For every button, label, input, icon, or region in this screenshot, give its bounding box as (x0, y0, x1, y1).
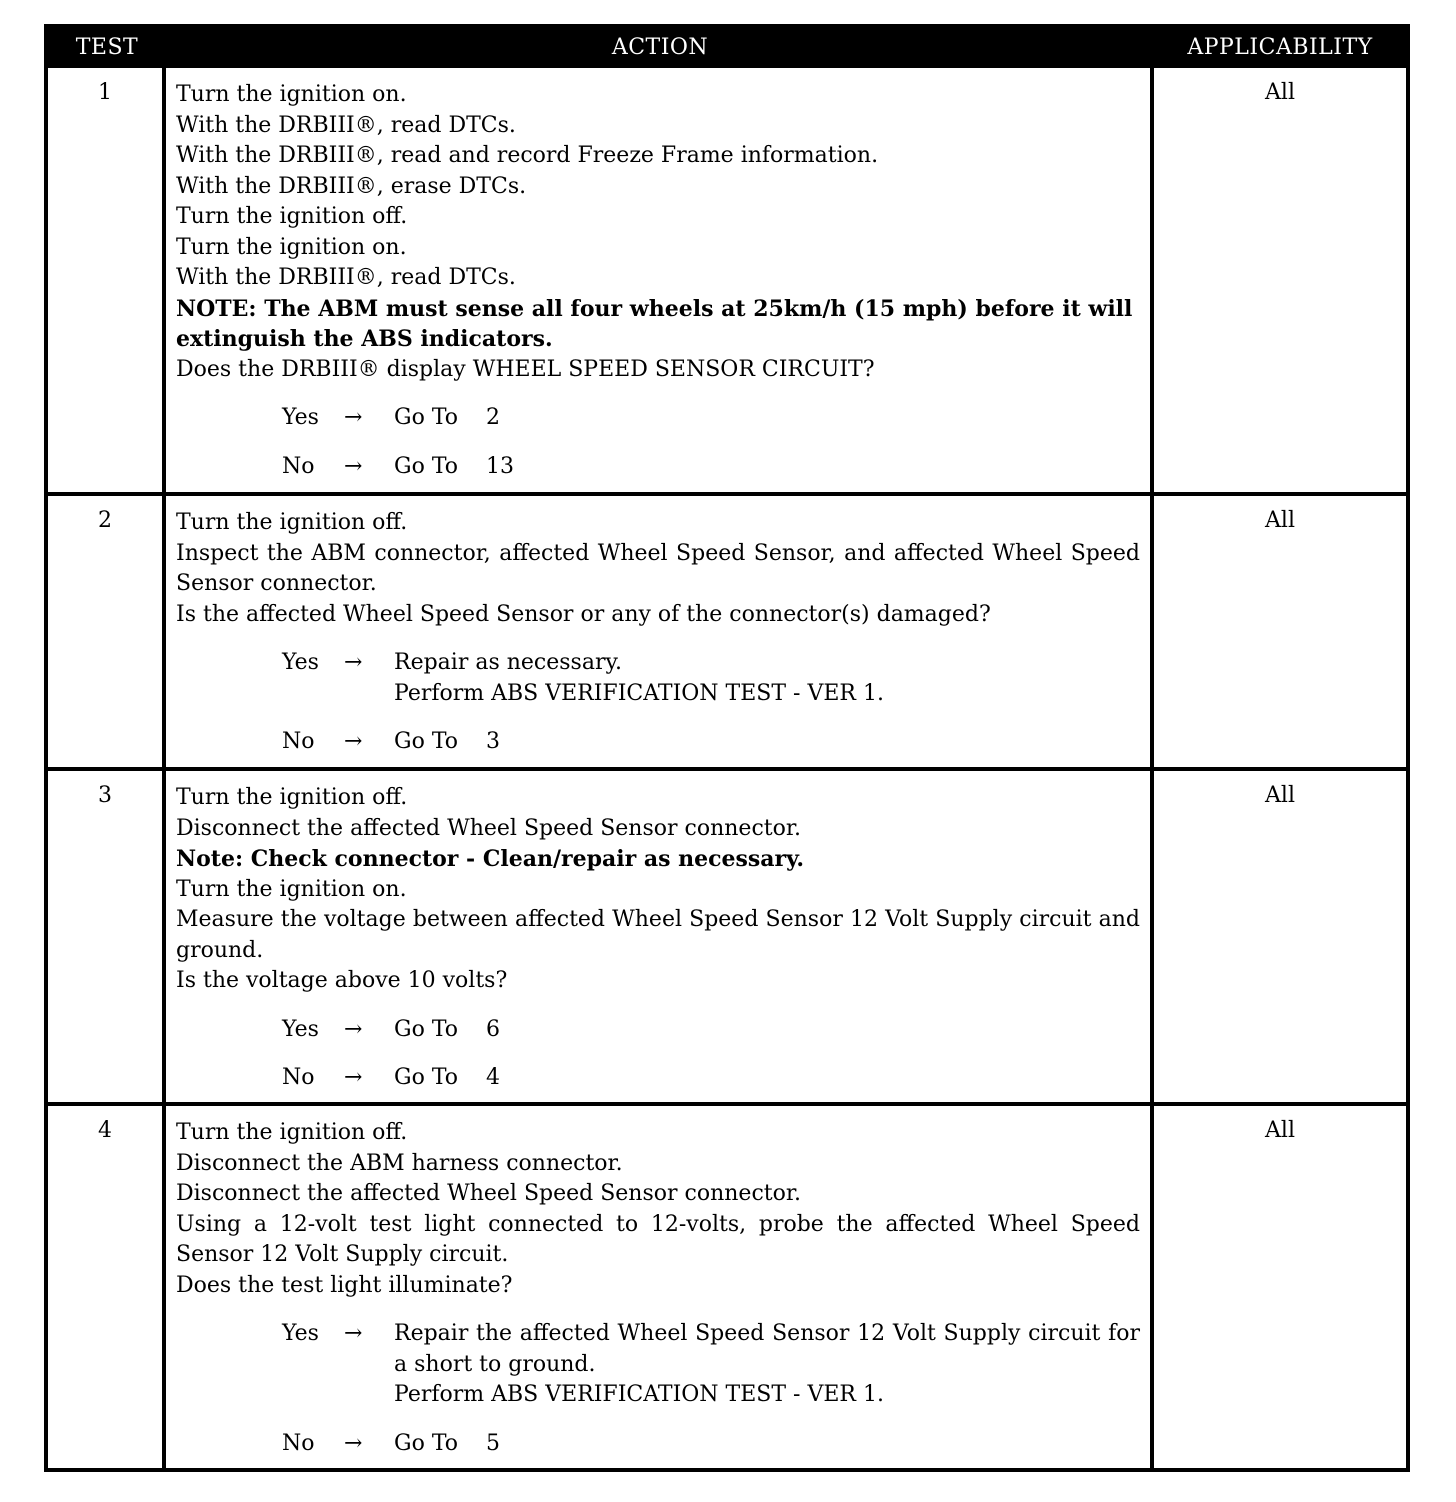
action-step: Disconnect the affected Wheel Speed Sensor connector. (176, 815, 801, 841)
action-step: With the DRBIII®, read and record Freeze Frame information. (176, 143, 879, 168)
applicability-value: All (1265, 783, 1295, 808)
goto-label: Go To (394, 1016, 459, 1042)
table-row (48, 492, 1406, 767)
action-cell (166, 68, 1154, 492)
outcome-result (394, 727, 1140, 758)
outcome-no (282, 452, 1140, 483)
answer-label: No (282, 1430, 315, 1456)
outcome-no (282, 1063, 1140, 1094)
outcome-result (394, 1063, 1140, 1094)
action-step: Turn the ignition on. (176, 876, 407, 902)
goto-label: Go To (394, 405, 459, 430)
header-test: TEST (75, 35, 139, 60)
answer-label: Yes (282, 1321, 319, 1346)
outcome-yes (282, 1015, 1140, 1046)
outcome-yes (282, 648, 1140, 709)
action-cell (166, 496, 1154, 767)
answer-label: Yes (282, 1016, 319, 1042)
answer-label: No (282, 729, 315, 754)
action-step: Turn the ignition off. (176, 510, 408, 535)
action-step: Turn the ignition off. (176, 1120, 408, 1145)
outcome-result (394, 403, 1140, 434)
outcome-result (394, 1429, 1140, 1460)
action-step: With the DRBIII®, read DTCs. (176, 112, 516, 138)
arrow-icon: → (344, 729, 363, 754)
action-question: Does the DRBIII® display WHEEL SPEED SENSOR CIRCUIT? (176, 356, 875, 382)
answer-label: Yes (282, 650, 319, 675)
goto-label: Go To (394, 453, 459, 479)
outcome-no (282, 1429, 1140, 1460)
goto-target: 2 (486, 405, 501, 430)
test-number: 1 (48, 68, 166, 492)
action-step: Turn the ignition off. (176, 204, 408, 229)
applicability-value: All (1265, 508, 1295, 533)
goto-label: Go To (394, 729, 459, 754)
outcome-yes (282, 1319, 1140, 1411)
goto-label: Go To (394, 1065, 459, 1090)
outcome-yes (282, 403, 1140, 434)
goto-target: 13 (486, 453, 515, 479)
action-step: Turn the ignition off. (176, 785, 408, 810)
action-question: Is the affected Wheel Speed Sensor or any of the connector(s) damaged? (176, 601, 991, 627)
table-header (48, 28, 1406, 68)
action-step: Inspect the ABM connector, affected Wheel Speed Sensor, and affected Wheel Speed Sensor connector. (176, 540, 1140, 596)
action-question: Is the voltage above 10 volts? (176, 968, 508, 993)
applicability-value: All (1265, 1118, 1295, 1143)
action-step: Turn the ignition on. (176, 234, 407, 260)
outcome-result (394, 452, 1140, 483)
arrow-icon: → (344, 453, 363, 479)
diagnostic-table (44, 24, 1410, 1472)
outcome-result (394, 648, 1140, 709)
goto-target: 3 (486, 729, 501, 754)
outcome-result (394, 1319, 1140, 1411)
action-note: NOTE: The ABM must sense all four wheels at 25km/h (15 mph) before it will extinguish the ABS indicators. (176, 295, 1133, 352)
result-line: Repair the affected Wheel Speed Sensor 12 Volt Supply circuit for a short to ground. (394, 1321, 1140, 1377)
applicability-value: All (1265, 80, 1295, 105)
action-question: Does the test light illuminate? (176, 1272, 513, 1298)
outcome-result (394, 1015, 1140, 1046)
answer-label: Yes (282, 405, 319, 430)
result-line: Perform ABS VERIFICATION TEST - VER 1. (394, 1382, 884, 1407)
action-step: Disconnect the ABM harness connector. (176, 1150, 623, 1176)
header-applicability: APPLICABILITY (1187, 35, 1373, 60)
action-step: With the DRBIII®, erase DTCs. (176, 173, 527, 199)
arrow-icon: → (344, 1016, 363, 1042)
goto-label: Go To (394, 1430, 459, 1456)
goto-target: 4 (486, 1065, 501, 1090)
test-number: 3 (48, 771, 166, 1102)
arrow-icon: → (344, 1430, 363, 1456)
test-number: 4 (48, 1106, 166, 1469)
goto-target: 5 (486, 1430, 501, 1456)
answer-label: No (282, 453, 315, 479)
arrow-icon: → (344, 405, 363, 430)
action-step: Disconnect the affected Wheel Speed Sensor connector. (176, 1181, 801, 1206)
action-cell (166, 1106, 1154, 1469)
table-row (48, 68, 1406, 492)
result-line: Perform ABS VERIFICATION TEST - VER 1. (394, 680, 884, 706)
result-line: Repair as necessary. (394, 650, 622, 675)
answer-label: No (282, 1065, 315, 1090)
header-action: ACTION (611, 35, 709, 60)
action-step: Using a 12-volt test light connected to 12-volts, probe the affected Wheel Speed Sensor 12 Volt Supply circuit. (176, 1211, 1140, 1267)
table-row (48, 767, 1406, 1102)
outcome-no (282, 727, 1140, 758)
arrow-icon: → (344, 1321, 363, 1346)
action-step: With the DRBIII®, read DTCs. (176, 265, 516, 290)
goto-target: 6 (486, 1016, 501, 1042)
test-number: 2 (48, 496, 166, 767)
action-step: Turn the ignition on. (176, 82, 407, 107)
action-cell (166, 771, 1154, 1102)
arrow-icon: → (344, 650, 363, 675)
table-row (48, 1102, 1406, 1469)
action-note: Note: Check connector - Clean/repair as necessary. (176, 846, 805, 872)
action-step: Measure the voltage between affected Wheel Speed Sensor 12 Volt Supply circuit and ground. (176, 907, 1140, 963)
arrow-icon: → (344, 1065, 363, 1090)
